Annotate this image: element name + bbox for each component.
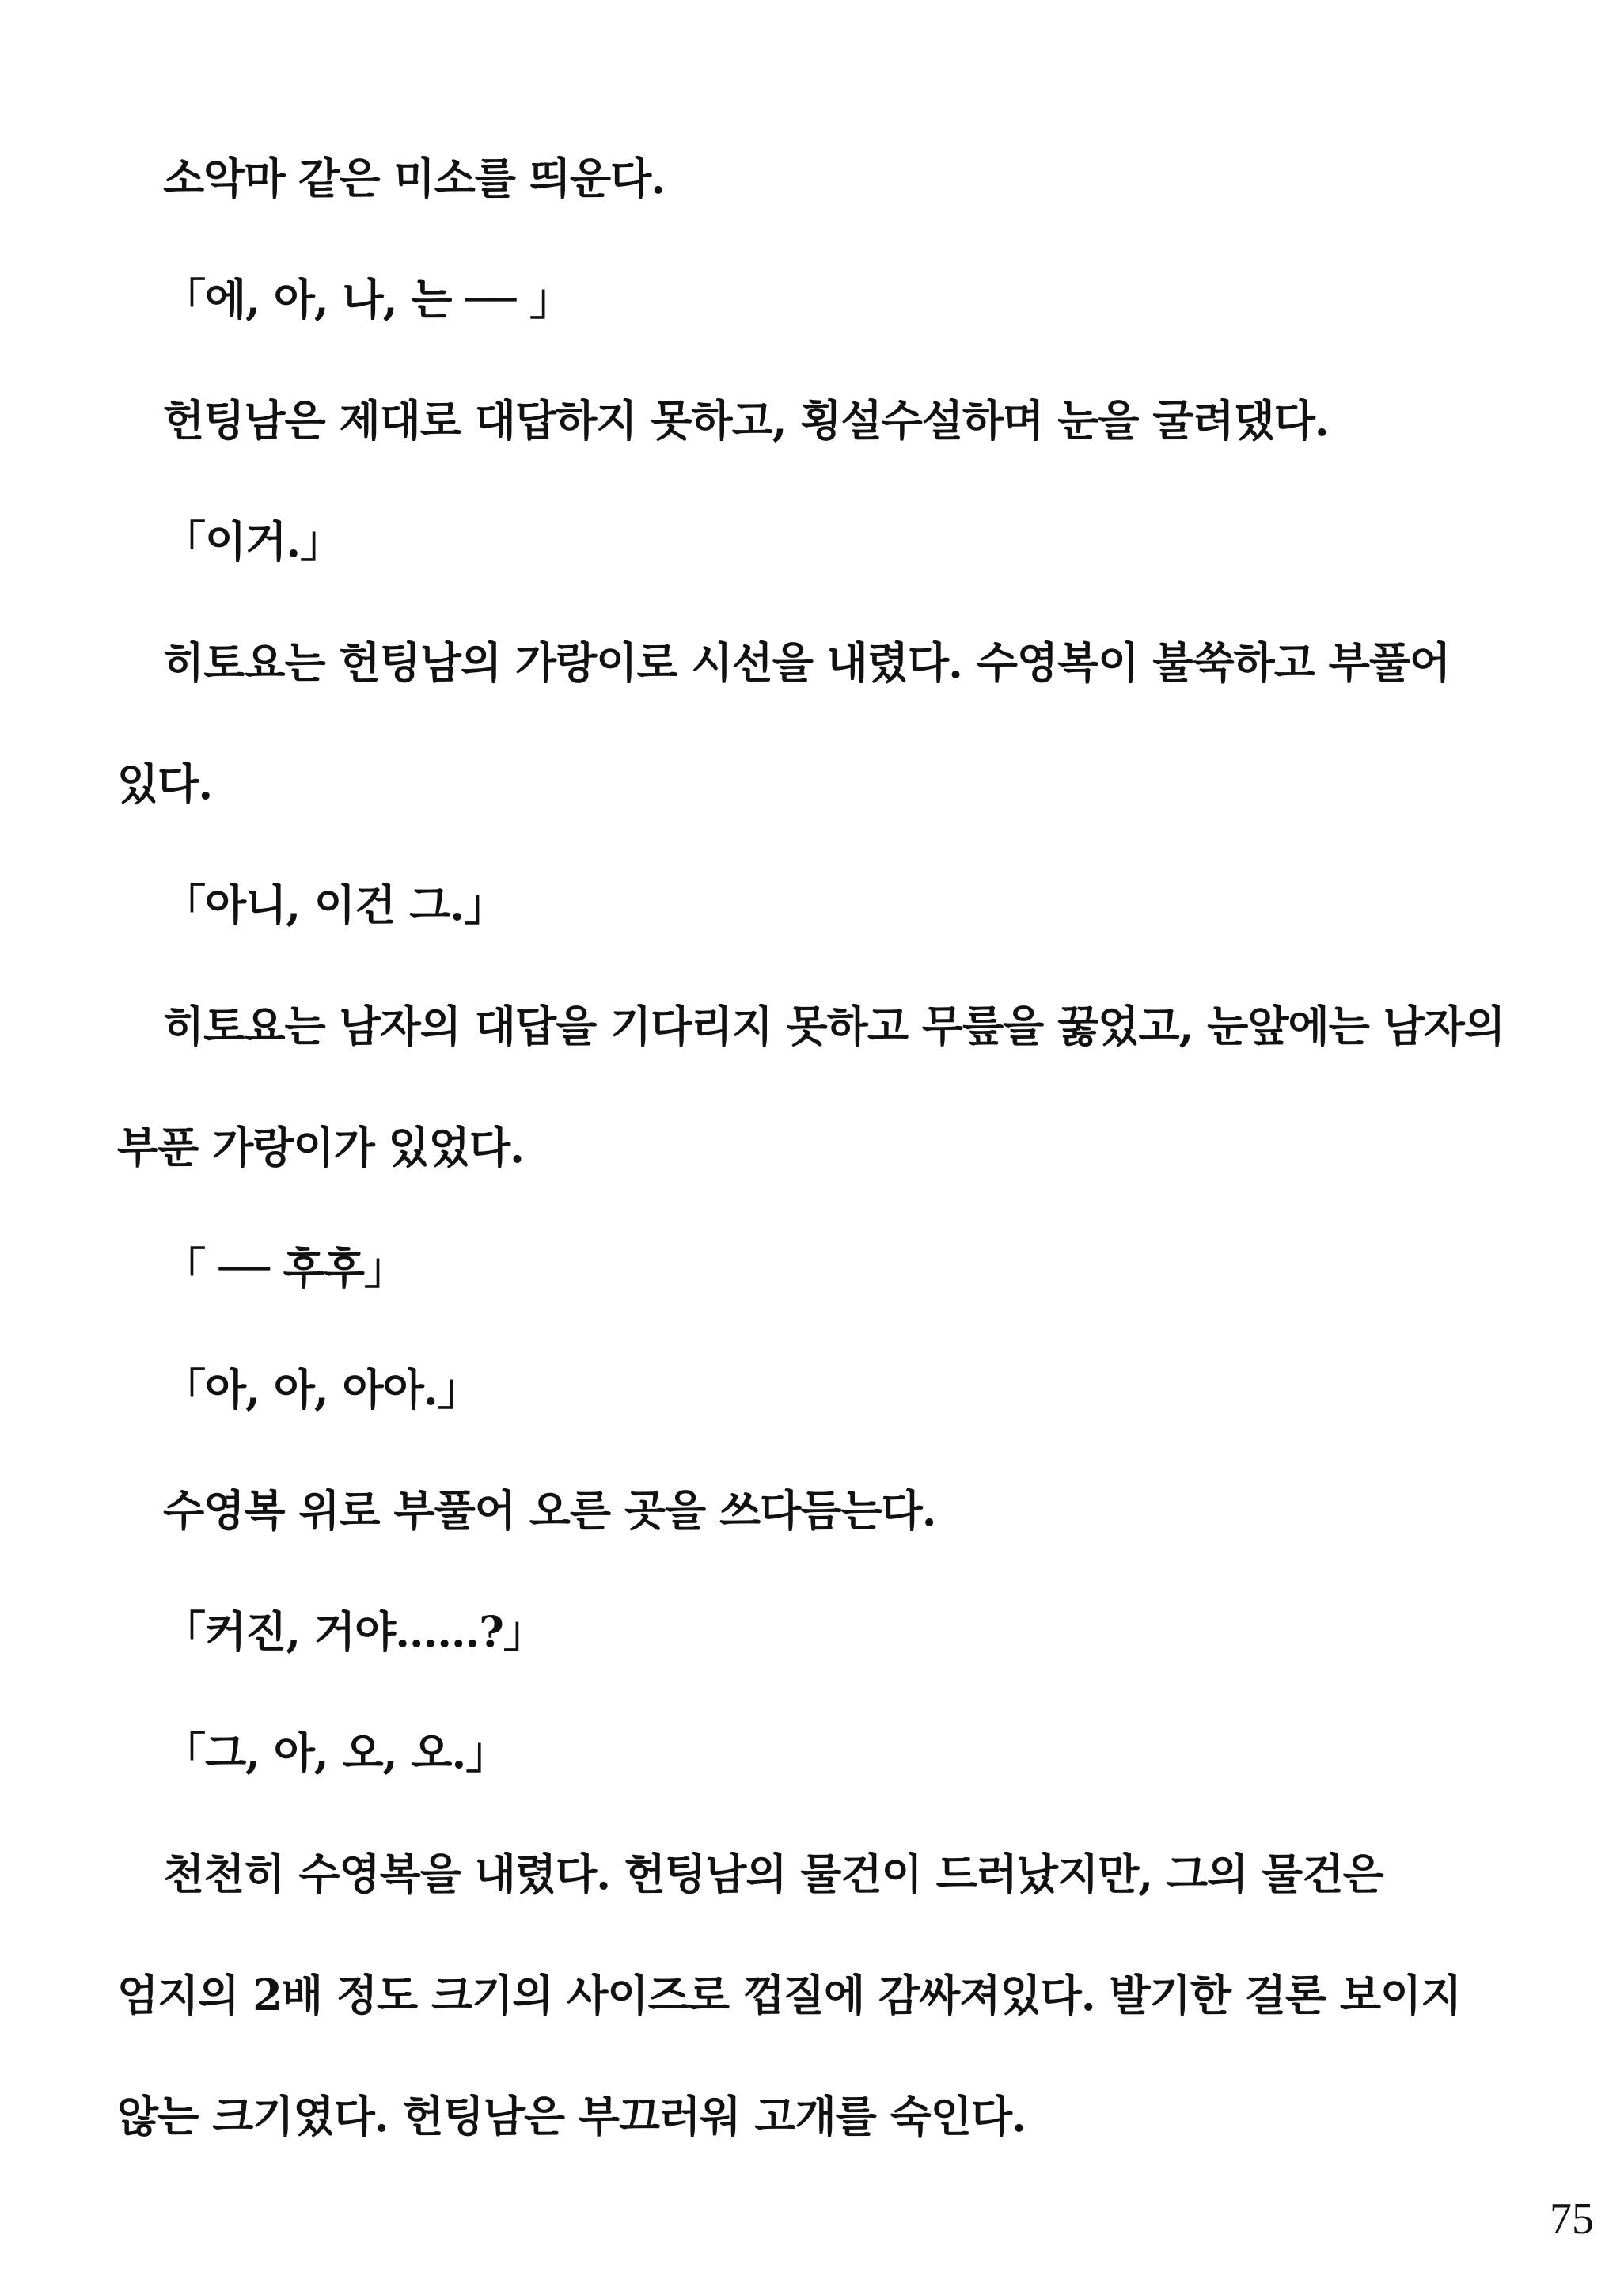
text-line-3: 헌팅남은 제대로 대답하지 못하고, 횡설수설하며 눈을 굴려댔다. (163, 395, 1329, 446)
text-line-10: 「 ── 후후」 (163, 1243, 406, 1294)
text-line-2: 「에, 아, 나, 는 ── 」 (163, 274, 572, 325)
text-line-6: 있다. (117, 758, 213, 809)
text-line-1: 소악마 같은 미소를 띄운다. (163, 153, 666, 203)
text-line-12: 수영복 위로 부풀어 오른 곳을 쓰다듬는다. (163, 1485, 936, 1536)
text-line-8: 히토요는 남자의 대답을 기다리지 못하고 무릎을 꿇었고, 눈앞에는 남자의 (163, 1001, 1505, 1051)
text-line-7: 「아니, 이건 그.」 (163, 880, 507, 930)
page-number: 75 (1550, 2194, 1594, 2244)
text-line-17: 않는 크기였다. 헌팅남은 부끄러워 고개를 숙인다. (117, 2091, 1026, 2141)
text-line-5: 히토요는 헌팅남의 가랑이로 시선을 내렸다. 수영복이 불쑥하고 부풀어 (163, 637, 1451, 688)
text-line-4: 「이거.」 (163, 516, 343, 567)
text-line-16: 엄지의 2배 정도 크기의 사이즈로 껍질에 감싸져있다. 발기한 걸론 보이지 (117, 1970, 1462, 2020)
text-line-9: 부푼 가랑이가 있었다. (117, 1122, 524, 1172)
text-line-11: 「아, 아, 아아.」 (163, 1364, 480, 1415)
text-line-14: 「그, 아, 오, 오.」 (163, 1727, 508, 1778)
text-line-13: 「커진, 거야……?」 (163, 1606, 545, 1657)
text-line-15: 천천히 수영복을 내렸다. 헌팅남의 물건이 드러났지만, 그의 물건은 (163, 1849, 1383, 1899)
